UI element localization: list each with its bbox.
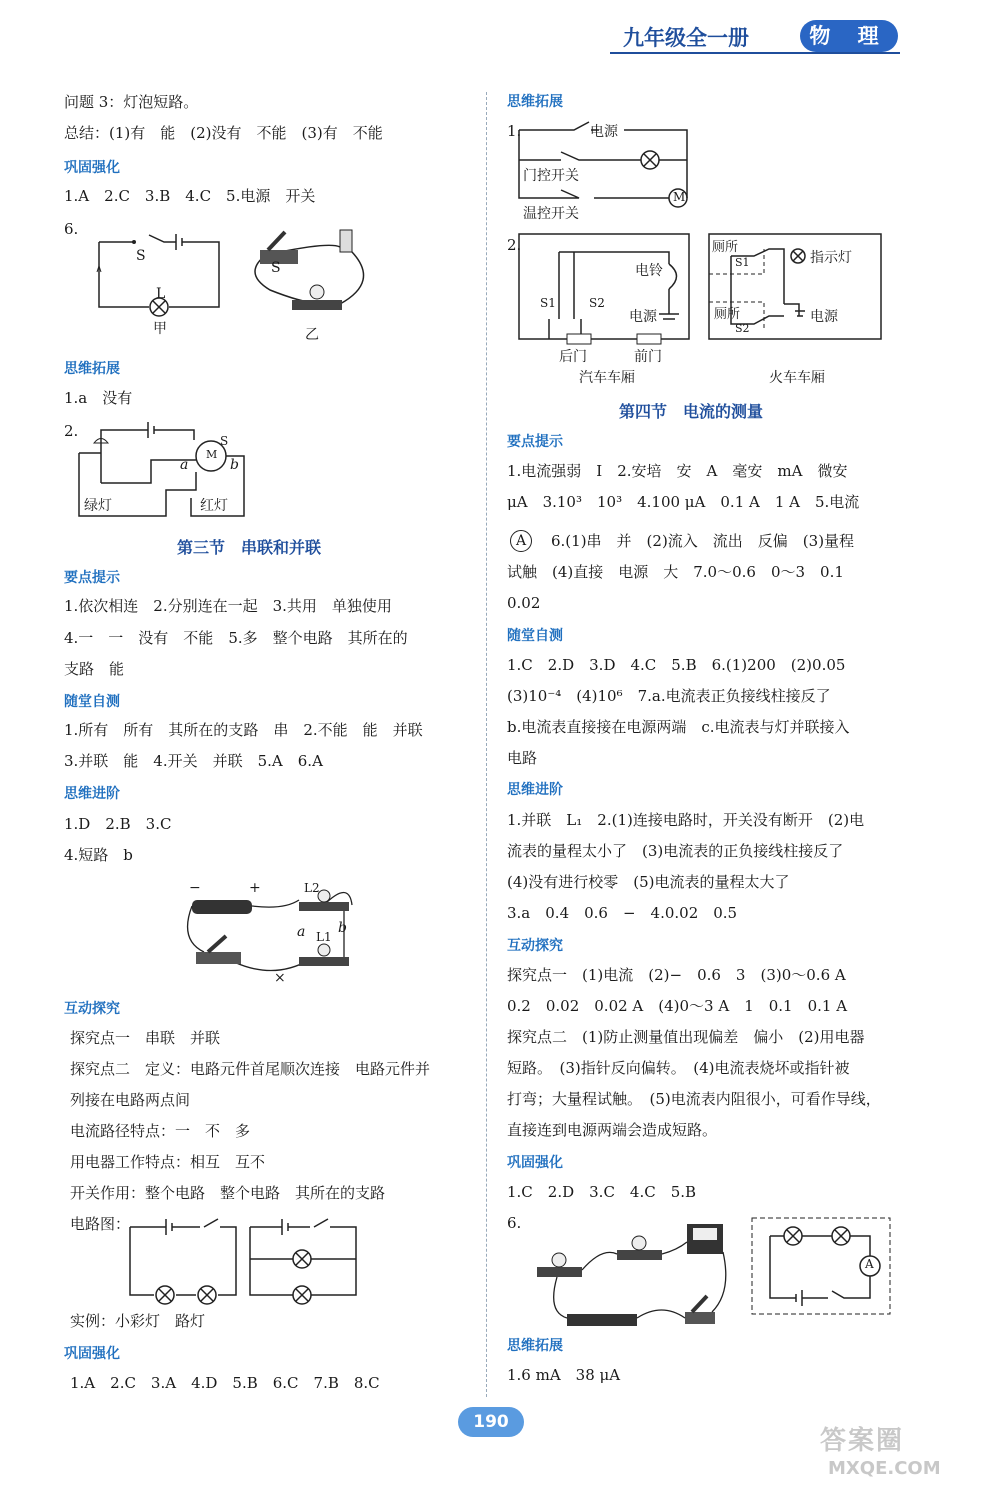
text-line: 开关作用：整个电路 整个电路 其所在的支路: [70, 1184, 386, 1202]
text-line: 短路。 (3)指针反向偏转。 (4)电流表烧坏或指针被: [507, 1059, 850, 1077]
label-indicator-lamp: 指示灯: [810, 250, 852, 266]
text-line: 电路: [507, 749, 538, 767]
label-bell: 电铃: [635, 263, 663, 279]
text-line: 电路图：: [70, 1215, 131, 1233]
text-line: 1.A 2.C 3.A 4.D 5.B 6.C 7.B 8.C: [70, 1374, 380, 1392]
caption-yi: 乙: [305, 327, 319, 343]
text-line: (3)10⁻⁴ (4)10⁶ 7.a.电流表正负接线柱接反了: [507, 687, 831, 705]
text-line: 6.: [507, 1214, 522, 1232]
text-line: 直接连到电源两端会造成短路。: [507, 1121, 718, 1139]
text-line: 1.: [507, 122, 522, 140]
physical-circuit-yi: [240, 222, 380, 322]
text-line: 1.并联 L₁ 2.(1)连接电路时，开关没有断开 (2)电: [507, 811, 865, 829]
parallel-circuit-diagram: [248, 1215, 358, 1300]
text-line: 试触 (4)直接 电源 大 7.0～0.6 0～3 0.1: [507, 563, 844, 581]
label-s2b: S2: [735, 322, 750, 335]
label-x: ×: [274, 970, 286, 986]
label-red-light: 红灯: [200, 498, 228, 514]
heading-siwei: 思维拓展: [507, 1338, 563, 1354]
text-line: 1.电流强弱 I 2.安培 安 A 毫安 mA 微安: [507, 462, 848, 480]
text-line: 0.02: [507, 594, 541, 612]
ammeter-label: A: [865, 1257, 874, 1271]
label-b: b: [338, 920, 347, 936]
caption-jia: 甲: [153, 321, 167, 337]
text-line: 1.C 2.D 3.D 4.C 5.B 6.(1)200 (2)0.05: [507, 656, 846, 674]
label-power2: 电源: [810, 309, 838, 325]
heading-siwei: 思维拓展: [64, 361, 120, 377]
label-m: M: [673, 190, 686, 204]
text-line: μA 3.10³ 10³ 4.100 μA 0.1 A 1 A 5.电流: [507, 493, 860, 511]
heading-yaodian: 要点提示: [64, 570, 120, 586]
label-s: S: [136, 248, 146, 264]
heading-siwei: 思维拓展: [507, 94, 563, 110]
label-s1: S1: [540, 296, 556, 310]
text-line: 探究点一 串联 并联: [70, 1029, 221, 1047]
text-line: 2.: [64, 422, 79, 440]
label-b: b: [230, 457, 239, 473]
text-line: 总结：(1)有 能 (2)没有 不能 (3)有 不能: [64, 124, 383, 142]
label-a: a: [180, 457, 189, 473]
text-line: 流表的量程太小了 (3)电流表的正负接线柱接反了: [507, 842, 844, 860]
heading-jinjie: 思维进阶: [64, 786, 120, 802]
label-l2: L2: [304, 881, 320, 895]
text-line: 实例：小彩灯 路灯: [70, 1312, 206, 1330]
text-line: 3.a 0.4 0.6 − 4.0.02 0.5: [507, 904, 738, 922]
heading-hudong: 互动探究: [507, 938, 563, 954]
text-line: 3.并联 能 4.开关 并联 5.A 6.A: [64, 752, 323, 770]
text-line: 探究点二 (1)防止测量值出现偏差 偏小 (2)用电器: [507, 1028, 865, 1046]
physical-circuit-parallel: [184, 880, 359, 980]
header-grade: 九年级全一册: [623, 25, 749, 50]
text-line: 0.2 0.02 0.02 A (4)0～3 A 1 0.1 0.1 A: [507, 997, 848, 1015]
text-line: 6.(1)串 并 (2)流入 流出 反偏 (3)量程: [551, 532, 855, 550]
heading-jinjie: 思维进阶: [507, 782, 563, 798]
ammeter-symbol: A: [510, 530, 532, 552]
page-number: 190: [458, 1407, 524, 1437]
text-line: 1.依次相连 2.分别连在一起 3.共用 单独使用: [64, 597, 392, 615]
text-line: 1.C 2.D 3.C 4.C 5.B: [507, 1183, 697, 1201]
header-subject: 物 理: [800, 20, 898, 52]
label-temp-switch: 温控开关: [523, 206, 579, 222]
label-power: 电源: [629, 309, 657, 325]
heading-gonggu: 巩固强化: [64, 160, 120, 176]
text-line: 用电器工作特点：相互 互不: [70, 1153, 266, 1171]
label-back-door: 后门: [559, 349, 587, 365]
text-line: 探究点二 定义：电路元件首尾顺次连接 电路元件并: [70, 1060, 431, 1078]
text-line: 6.: [64, 220, 79, 238]
label-door-switch: 门控开关: [523, 168, 579, 184]
label-s2: S: [271, 260, 281, 276]
heading-gonggu: 巩固强化: [507, 1155, 563, 1171]
text-line: b.电流表直接接在电源两端 c.电流表与灯并联接入: [507, 718, 850, 736]
text-line: (4)没有进行校零 (5)电流表的量程太大了: [507, 873, 790, 891]
header-rule: [610, 52, 900, 54]
label-toilet1: 厕所: [712, 240, 739, 255]
label-m: M: [206, 448, 218, 461]
text-line: 电流路径特点：一 不 多: [70, 1122, 251, 1140]
section-title-3: 第三节 串联和并联: [177, 538, 322, 557]
section-title-4: 第四节 电流的测量: [619, 402, 764, 421]
heading-suitang: 随堂自测: [507, 628, 563, 644]
text-line: 列接在电路两点间: [70, 1091, 191, 1109]
heading-gonggu: 巩固强化: [64, 1346, 120, 1362]
label-s: S: [220, 434, 229, 448]
heading-suitang: 随堂自测: [64, 694, 120, 710]
heading-yaodian: 要点提示: [507, 434, 563, 450]
text-line: 1.a 没有: [64, 389, 133, 407]
label-plus: +: [249, 880, 261, 896]
label-a: a: [297, 924, 306, 940]
label-front-door: 前门: [634, 349, 662, 365]
text-line: 1.6 mA 38 μA: [507, 1366, 621, 1384]
label-s2: S2: [589, 296, 605, 310]
caption-car: 汽车车厢: [579, 370, 635, 386]
text-line: 打弯；大量程试触。 (5)电流表内阻很小，可看作导线，: [507, 1090, 881, 1108]
label-toilet2: 厕所: [714, 307, 741, 322]
watermark-logo: 答案圈: [820, 1426, 905, 1456]
series-circuit-diagram: [128, 1215, 238, 1300]
watermark-url: MXQE.COM: [828, 1458, 941, 1479]
column-divider: [486, 92, 487, 1397]
text-line: 1.所有 所有 其所在的支路 串 2.不能 能 并联: [64, 721, 423, 739]
label-l1: L1: [316, 930, 332, 944]
label-l: L: [156, 286, 166, 302]
text-line: 1.A 2.C 3.B 4.C 5.电源 开关: [64, 187, 316, 205]
text-line: 4.一 一 没有 不能 5.多 整个电路 其所在的: [64, 629, 408, 647]
caption-train: 火车车厢: [769, 370, 825, 386]
label-power: 电源: [590, 124, 618, 140]
heading-hudong: 互动探究: [64, 1001, 120, 1017]
label-minus: −: [189, 880, 201, 896]
text-line: 2.: [507, 236, 522, 254]
physical-circuit-ammeter: [537, 1222, 727, 1332]
label-green-light: 绿灯: [84, 498, 112, 514]
text-line: 支路 能: [64, 660, 125, 678]
label-s1b: S1: [735, 256, 750, 269]
text-line: 探究点一 (1)电流 (2)− 0.6 3 (3)0～0.6 A: [507, 966, 846, 984]
text-line: 问题 3：灯泡短路。: [64, 93, 199, 111]
text-line: 1.D 2.B 3.C: [64, 815, 172, 833]
text-line: 4.短路 b: [64, 846, 133, 864]
